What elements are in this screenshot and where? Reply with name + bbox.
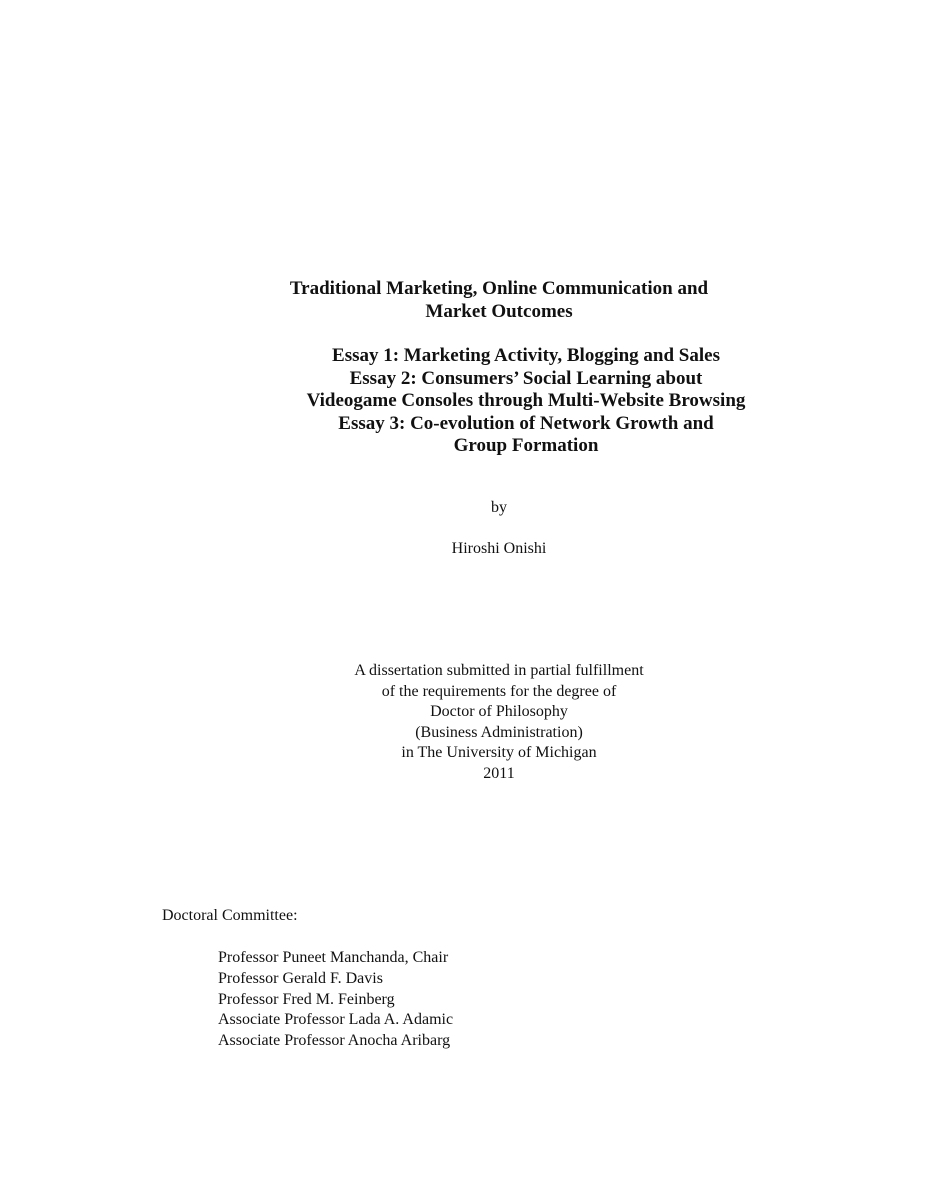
- committee-member: Professor Puneet Manchanda, Chair: [218, 949, 449, 966]
- submission-statement: [0, 661, 932, 784]
- committee-member: Professor Fred M. Feinberg: [218, 990, 395, 1008]
- essay-list: [0, 345, 932, 458]
- title-line-2: Market Outcomes: [425, 300, 573, 322]
- year: 2011: [483, 764, 515, 782]
- committee-member: Professor Gerald F. Davis: [218, 969, 383, 987]
- committee-member: Associate Professor Lada A. Adamic: [218, 1011, 454, 1029]
- committee-member: Associate Professor Anocha Aribarg: [218, 1032, 451, 1050]
- author-name: Hiroshi Onishi: [451, 540, 547, 557]
- essay-line: Essay 3: Co-evolution of Network Growth and: [338, 412, 714, 434]
- committee-members-list: [218, 948, 453, 1052]
- essay-line: Essay 1: Marketing Activity, Blogging and Sales: [332, 345, 720, 366]
- university-name: in The University of Michigan: [401, 744, 597, 761]
- by-label: by: [491, 499, 507, 516]
- submission-line: of the requirements for the degree of: [381, 682, 617, 700]
- submission-line: A dissertation submitted in partial fulfillment: [354, 662, 644, 679]
- essay-line: Essay 2: Consumers’ Social Learning about: [349, 367, 703, 389]
- essay-line: Videogame Consoles through Multi-Website Browsing: [306, 390, 746, 411]
- title-line-1: Traditional Marketing, Online Communication and: [289, 278, 709, 299]
- essay-line: Group Formation: [453, 435, 599, 456]
- dissertation-title: [0, 278, 932, 323]
- committee-heading: Doctoral Committee:: [162, 907, 298, 924]
- degree-name: Doctor of Philosophy: [430, 703, 568, 720]
- degree-field: (Business Administration): [415, 723, 583, 741]
